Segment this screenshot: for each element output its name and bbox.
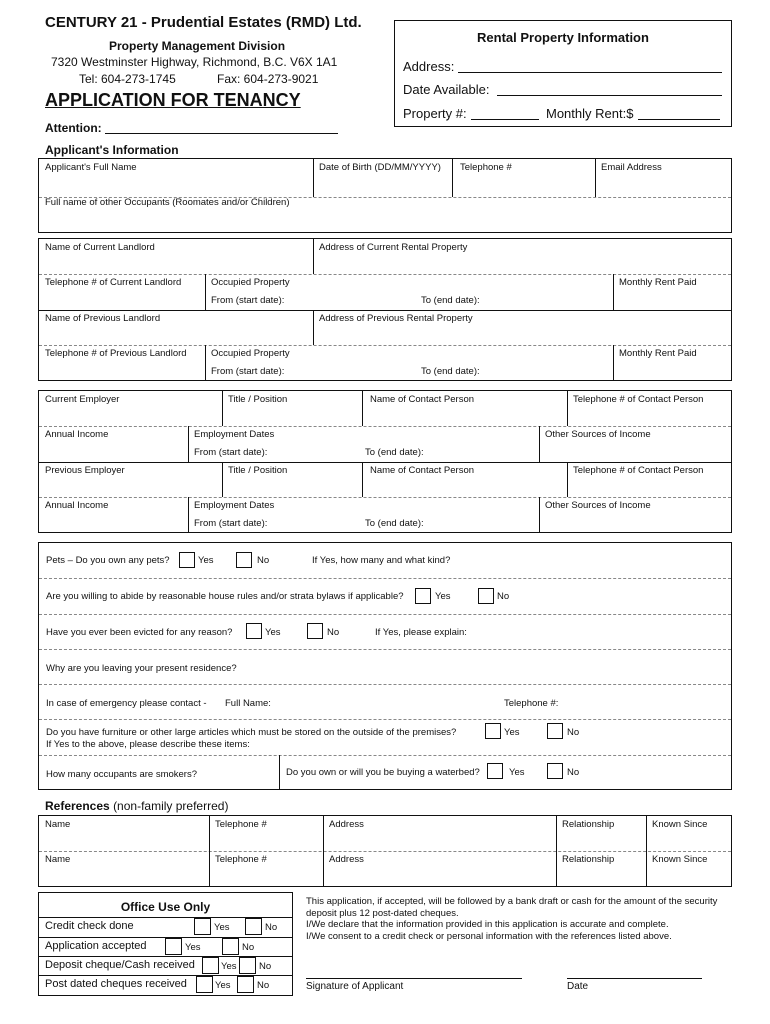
- reference-1-relationship-field[interactable]: Relationship: [562, 819, 615, 830]
- pets-followup-field[interactable]: If Yes, how many and what kind?: [312, 555, 451, 566]
- furniture-yes-checkbox[interactable]: [485, 723, 501, 739]
- division-name: Property Management Division: [109, 39, 286, 53]
- credit-check-no-checkbox[interactable]: [245, 918, 262, 935]
- credit-check-no-label: No: [265, 922, 278, 933]
- other-occupants-field[interactable]: Full name of other Occupants (Roomates and/or Children): [45, 197, 290, 208]
- current-other-income-field[interactable]: Other Sources of Income: [545, 429, 651, 440]
- date-available-label: Date Available:: [403, 82, 490, 97]
- furniture-no-label: No: [567, 727, 580, 738]
- previous-employer-field[interactable]: Previous Employer: [45, 465, 125, 476]
- references-box: [38, 815, 732, 887]
- current-landlord-name-field[interactable]: Name of Current Landlord: [45, 242, 155, 253]
- email-address-field[interactable]: Email Address: [601, 162, 662, 173]
- application-accepted-no-checkbox[interactable]: [222, 938, 239, 955]
- waterbed-no-label: No: [567, 767, 580, 778]
- date-of-birth-field[interactable]: Date of Birth (DD/MM/YYYY): [319, 162, 441, 173]
- emergency-contact-label: In case of emergency please contact -: [46, 698, 207, 709]
- applicant-full-name-field[interactable]: Applicant's Full Name: [45, 162, 137, 173]
- current-occupied-from-field[interactable]: From (start date):: [211, 295, 285, 306]
- declaration-line-1: This application, if accepted, will be followed by a bank draft or cash for the amount of the security deposit plus 12 post-dated cheques.: [306, 896, 718, 919]
- references-subtitle: (non-family preferred): [113, 799, 229, 813]
- applicant-telephone-field[interactable]: Telephone #: [460, 162, 512, 173]
- pets-yes-label: Yes: [198, 555, 214, 566]
- references-title: [45, 799, 228, 813]
- previous-landlord-name-field[interactable]: Name of Previous Landlord: [45, 313, 161, 324]
- applicant-signature-field[interactable]: [306, 978, 522, 979]
- previous-occupied-from-field[interactable]: From (start date):: [211, 366, 285, 377]
- previous-landlord-telephone-field[interactable]: Telephone # of Previous Landlord: [45, 348, 187, 359]
- current-employer-field[interactable]: Current Employer: [45, 394, 120, 405]
- declaration-text: [306, 896, 726, 942]
- employment-info-box: [38, 390, 732, 533]
- date-available-field[interactable]: [497, 95, 722, 96]
- current-rental-address-field[interactable]: Address of Current Rental Property: [319, 242, 468, 253]
- house-rules-yes-checkbox[interactable]: [415, 588, 431, 604]
- monthly-rent-label: Monthly Rent:$: [546, 106, 634, 121]
- previous-other-income-field[interactable]: Other Sources of Income: [545, 500, 651, 511]
- current-employment-from-field[interactable]: From (start date):: [194, 447, 268, 458]
- previous-employment-from-field[interactable]: From (start date):: [194, 518, 268, 529]
- current-landlord-telephone-field[interactable]: Telephone # of Current Landlord: [45, 277, 182, 288]
- emergency-full-name-field[interactable]: Full Name:: [225, 698, 271, 709]
- current-monthly-rent-paid-field[interactable]: Monthly Rent Paid: [619, 277, 697, 288]
- current-annual-income-field[interactable]: Annual Income: [45, 429, 109, 440]
- reference-2-relationship-field[interactable]: Relationship: [562, 854, 615, 865]
- rental-address-label: Address:: [403, 59, 455, 74]
- reference-1-address-field[interactable]: Address: [329, 819, 364, 830]
- furniture-followup-field[interactable]: If Yes to the above, please describe these items:: [46, 739, 250, 750]
- pets-yes-checkbox[interactable]: [179, 552, 195, 568]
- reference-1-telephone-field[interactable]: Telephone #: [215, 819, 267, 830]
- previous-occupied-to-field[interactable]: To (end date):: [421, 366, 480, 377]
- pets-no-label: No: [257, 555, 270, 566]
- furniture-question: Do you have furniture or other large articles which must be stored on the outside of the premises?: [46, 727, 457, 738]
- previous-employment-dates-label: Employment Dates: [194, 500, 275, 511]
- attention-label: Attention:: [45, 121, 102, 135]
- waterbed-no-checkbox[interactable]: [547, 763, 563, 779]
- evicted-followup-field[interactable]: If Yes, please explain:: [375, 627, 467, 638]
- application-accepted-yes-checkbox[interactable]: [165, 938, 182, 955]
- attention-field[interactable]: [105, 133, 338, 134]
- office-use-title: Office Use Only: [120, 900, 211, 914]
- house-rules-no-checkbox[interactable]: [478, 588, 494, 604]
- applicant-section-title: Applicant's Information: [45, 143, 179, 157]
- reference-2-telephone-field[interactable]: Telephone #: [215, 854, 267, 865]
- evicted-no-checkbox[interactable]: [307, 623, 323, 639]
- previous-title-position-field[interactable]: Title / Position: [228, 465, 288, 476]
- applicant-info-box: [38, 158, 732, 233]
- company-name: CENTURY 21 - Prudential Estates (RMD) Ltd.: [45, 14, 362, 31]
- form-title: APPLICATION FOR TENANCY: [45, 90, 301, 110]
- previous-employment-to-field[interactable]: To (end date):: [365, 518, 424, 529]
- reference-1-known-since-field[interactable]: Known Since: [652, 819, 708, 830]
- application-accepted-yes-label: Yes: [185, 942, 201, 953]
- evicted-yes-label: Yes: [265, 627, 281, 638]
- deposit-received-no-checkbox[interactable]: [239, 957, 256, 974]
- previous-rental-address-field[interactable]: Address of Previous Rental Property: [319, 313, 473, 324]
- house-rules-no-label: No: [497, 591, 510, 602]
- office-use-box: [38, 892, 293, 996]
- date-signature-label: Date: [567, 981, 589, 992]
- current-title-position-field[interactable]: Title / Position: [228, 394, 288, 405]
- credit-check-label: Credit check done: [45, 920, 134, 932]
- rental-box-title: Rental Property Information: [477, 30, 649, 45]
- previous-monthly-rent-paid-field[interactable]: Monthly Rent Paid: [619, 348, 697, 359]
- application-accepted-no-label: No: [242, 942, 255, 953]
- rental-address-field[interactable]: [458, 72, 722, 73]
- monthly-rent-field[interactable]: [638, 119, 720, 120]
- applicant-signature-label: Signature of Applicant: [306, 981, 404, 992]
- rental-property-box: [394, 20, 732, 127]
- leaving-reason-field[interactable]: Why are you leaving your present residence?: [46, 663, 237, 674]
- evicted-yes-checkbox[interactable]: [246, 623, 262, 639]
- post-dated-received-yes-label: Yes: [215, 980, 231, 991]
- current-employment-dates-label: Employment Dates: [194, 429, 275, 440]
- property-number-field[interactable]: [471, 119, 539, 120]
- questions-box: [38, 542, 732, 790]
- post-dated-received-label: Post dated cheques received: [45, 978, 187, 990]
- waterbed-question: Do you own or will you be buying a waterbed?: [286, 767, 480, 778]
- reference-2-address-field[interactable]: Address: [329, 854, 364, 865]
- pets-no-checkbox[interactable]: [236, 552, 252, 568]
- current-contact-telephone-field[interactable]: Telephone # of Contact Person: [573, 394, 704, 405]
- post-dated-received-yes-checkbox[interactable]: [196, 976, 213, 993]
- previous-contact-name-field[interactable]: Name of Contact Person: [370, 465, 475, 476]
- landlord-info-box: [38, 238, 732, 381]
- deposit-received-no-label: No: [259, 961, 272, 972]
- references-title-text: References: [45, 799, 110, 813]
- smokers-field[interactable]: How many occupants are smokers?: [46, 769, 198, 780]
- reference-2-name-field[interactable]: Name: [45, 854, 71, 865]
- deposit-received-yes-label: Yes: [221, 961, 237, 972]
- house-rules-yes-label: Yes: [435, 591, 451, 602]
- date-signature-field[interactable]: [567, 978, 702, 979]
- application-accepted-label: Application accepted: [45, 940, 147, 952]
- waterbed-yes-label: Yes: [509, 767, 525, 778]
- current-occupied-to-field[interactable]: To (end date):: [421, 295, 480, 306]
- pets-question: Pets – Do you own any pets?: [46, 555, 170, 566]
- emergency-telephone-field[interactable]: Telephone #:: [504, 698, 559, 709]
- previous-contact-telephone-field[interactable]: Telephone # of Contact Person: [573, 465, 704, 476]
- current-occupied-label: Occupied Property: [211, 277, 290, 288]
- post-dated-received-no-label: No: [257, 980, 270, 991]
- deposit-received-label: Deposit cheque/Cash received: [45, 959, 195, 971]
- previous-annual-income-field[interactable]: Annual Income: [45, 500, 109, 511]
- company-phone: Tel: 604-273-1745: [79, 72, 176, 86]
- credit-check-yes-checkbox[interactable]: [194, 918, 211, 935]
- furniture-no-checkbox[interactable]: [547, 723, 563, 739]
- credit-check-yes-label: Yes: [214, 922, 230, 933]
- post-dated-received-no-checkbox[interactable]: [237, 976, 254, 993]
- company-address: 7320 Westminster Highway, Richmond, B.C. V6X 1A1: [51, 55, 338, 69]
- furniture-yes-label: Yes: [504, 727, 520, 738]
- reference-1-name-field[interactable]: Name: [45, 819, 71, 830]
- current-contact-name-field[interactable]: Name of Contact Person: [370, 394, 475, 405]
- property-number-label: Property #:: [403, 106, 467, 121]
- previous-occupied-label: Occupied Property: [211, 348, 290, 359]
- declaration-line-2: I/We declare that the information provided in this application is accurate and complete.: [306, 919, 669, 930]
- evicted-no-label: No: [327, 627, 340, 638]
- evicted-question: Have you ever been evicted for any reason?: [46, 627, 233, 638]
- house-rules-question: Are you willing to abide by reasonable house rules and/or strata bylaws if applicable?: [46, 591, 404, 602]
- current-employment-to-field[interactable]: To (end date):: [365, 447, 424, 458]
- reference-2-known-since-field[interactable]: Known Since: [652, 854, 708, 865]
- waterbed-yes-checkbox[interactable]: [487, 763, 503, 779]
- deposit-received-yes-checkbox[interactable]: [202, 957, 219, 974]
- declaration-line-3: I/We consent to a credit check or personal information with the references listed above.: [306, 930, 672, 942]
- company-fax: Fax: 604-273-9021: [217, 72, 319, 86]
